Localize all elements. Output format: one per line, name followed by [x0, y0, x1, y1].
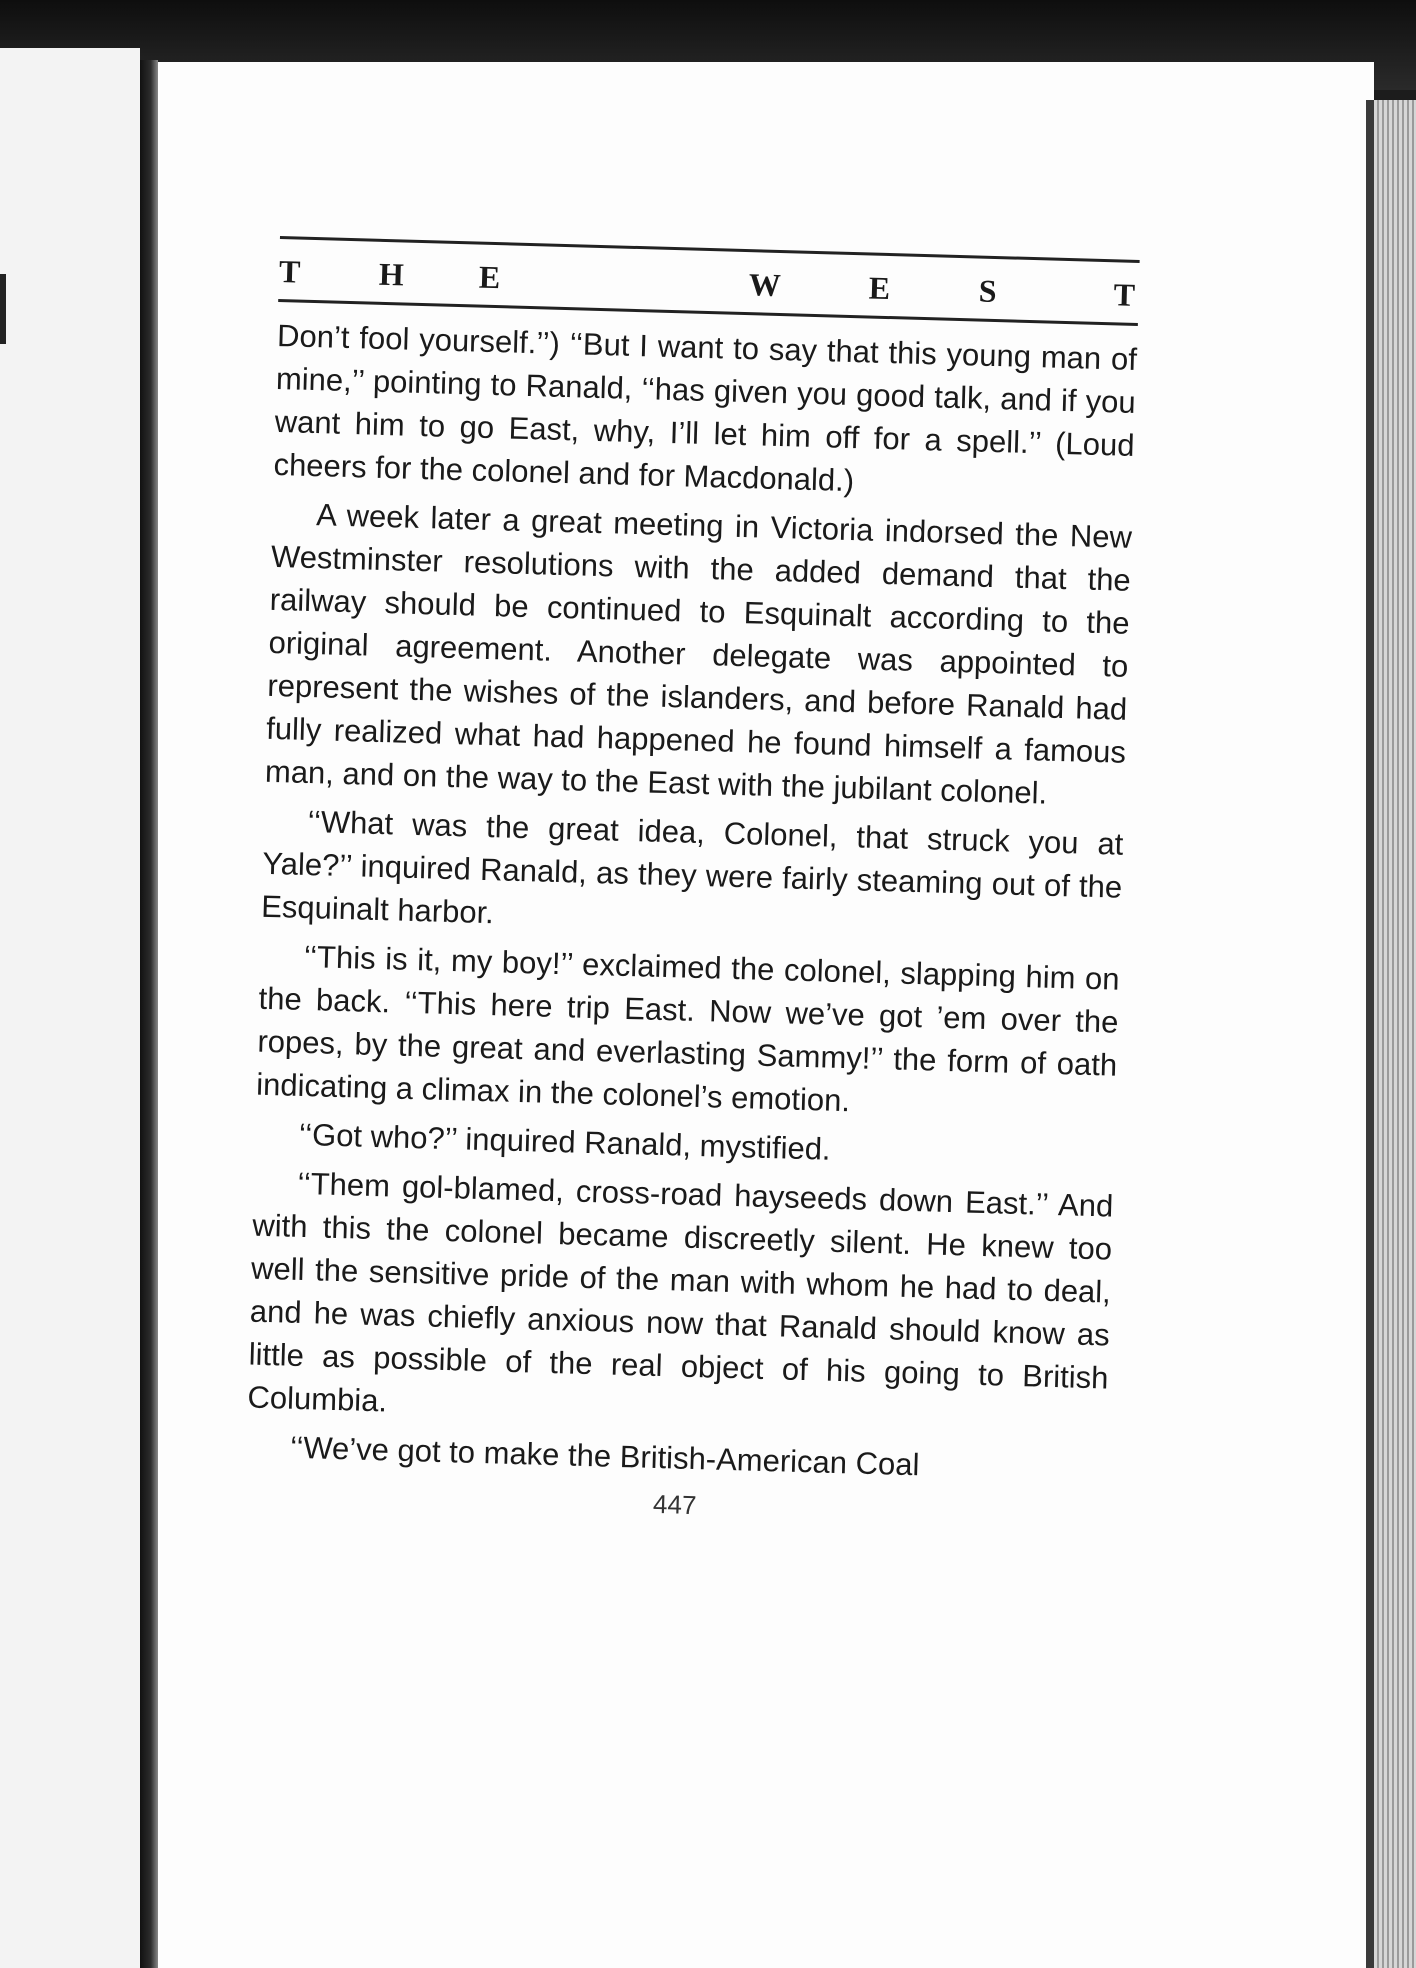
book-gutter	[140, 60, 158, 1968]
body-text	[246, 314, 1138, 1492]
running-head-letter: T	[278, 252, 302, 290]
paragraph: A week later a great meeting in Victoria indorsed the New Westminster resolutions with the added demand that the railway should be continued to Esquinalt according to the original agreement. Another delegate was appointed to represent the wishes of the islanders, and before Ranald had fully realized what had happened he found himself a famous man, and on the way to the East with the jubilant colonel.	[264, 497, 1133, 811]
facing-page-mark	[0, 274, 6, 344]
facing-page-edge	[0, 48, 140, 1968]
running-head-letter: T	[1113, 276, 1137, 313]
paragraph: Don’t fool yourself.’’) ‘‘But I want to say that this young man of mine,’’ pointing to Ranald, ‘‘has given you good talk, and if you want him to go East, why, I’ll let him off for a spell.’’ (Loud cheers for the colonel and for Macdonald.)	[273, 317, 1138, 499]
running-head-letter: S	[978, 272, 999, 310]
page-stack-edges	[1374, 100, 1416, 1968]
paragraph: ‘‘Them gol-blamed, cross-road hayseeds down East.’’ And with this the colonel became discreetly silent. He knew too well the sensitive pride of the man with whom he had to deal, and he was chiefly anxious now that Ranald should know as little as possible of the real object of his going to British Columbia.	[247, 1165, 1114, 1419]
page-content	[244, 236, 1139, 1533]
running-head-letter: H	[378, 255, 406, 293]
running-head-letter: E	[868, 269, 892, 307]
running-head-letter: W	[748, 266, 783, 304]
paragraph: ‘‘What was the great idea, Colonel, that struck you at Yale?’’ inquired Ranald, as they were fairly steaming out of the Esquinalt harbor.	[260, 804, 1124, 931]
paragraph: ‘‘We’ve got to make the British-American Coal	[289, 1429, 920, 1483]
paragraph: ‘‘This is it, my boy!’’ exclaimed the colonel, slapping him on the back. ‘‘This here trip East. Now we’ve got ’em over the ropes, by the great and everlasting Sammy!’’ the form of oath indicating a climax in the colonel’s emotion.	[255, 938, 1121, 1119]
paragraph: ‘‘Got who?’’ inquired Ranald, mystified.	[298, 1116, 832, 1167]
running-head-letter: E	[478, 258, 502, 296]
page-number: 447	[652, 1488, 697, 1521]
